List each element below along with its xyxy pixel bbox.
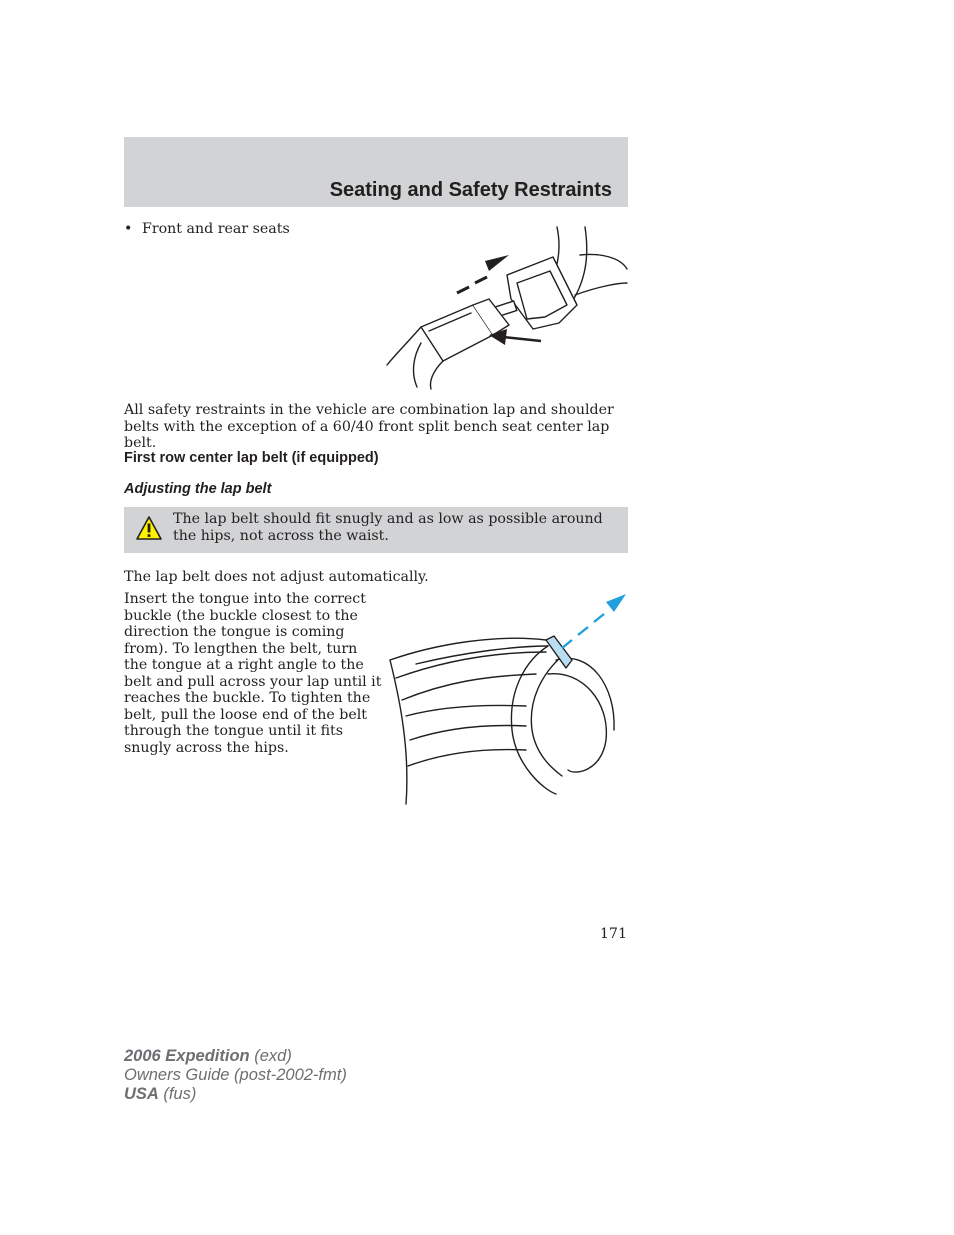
bullet-text: Front and rear seats bbox=[142, 221, 290, 237]
footer-line-region: USA (fus) bbox=[124, 1085, 197, 1103]
warning-triangle-icon bbox=[135, 515, 163, 541]
warning-box bbox=[124, 507, 628, 553]
heading-adjusting-lap-belt: Adjusting the lap belt bbox=[124, 481, 272, 497]
insert-tongue-paragraph: Insert the tongue into the correct buckle (the buckle closest to the direction the tongue is coming from). To lengthen the belt, turn the tongue at a right angle to the belt and pull across your lap until it reaches the buckle. To tighten the belt, pull the loose end of the belt through the tongue until it fits snugly across the hips. bbox=[124, 591, 382, 756]
warning-text: The lap belt should fit snugly and as low as possible around the hips, not across the waist. bbox=[173, 511, 603, 544]
bullet-marker: • bbox=[124, 221, 133, 237]
combination-belts-paragraph: All safety restraints in the vehicle are combination lap and shoulder belts with the exception of a 60/40 front split bench seat center lap belt. bbox=[124, 402, 614, 451]
footer-line-guide: Owners Guide (post-2002-fmt) bbox=[124, 1066, 347, 1084]
page-number: 171 bbox=[599, 926, 627, 942]
section-header-band bbox=[124, 137, 628, 207]
heading-first-row-center-lap-belt: First row center lap belt (if equipped) bbox=[124, 450, 379, 466]
bullet-item-front-rear-seats bbox=[124, 221, 290, 238]
section-title: Seating and Safety Restraints bbox=[329, 179, 612, 201]
no-auto-adjust-paragraph: The lap belt does not adjust automatically. bbox=[124, 569, 429, 585]
buckle-insertion-illustration bbox=[385, 225, 630, 390]
document-footer bbox=[124, 1047, 347, 1104]
footer-line-model: 2006 Expedition (exd) bbox=[124, 1047, 292, 1065]
lap-belt-adjustment-illustration bbox=[376, 590, 631, 810]
